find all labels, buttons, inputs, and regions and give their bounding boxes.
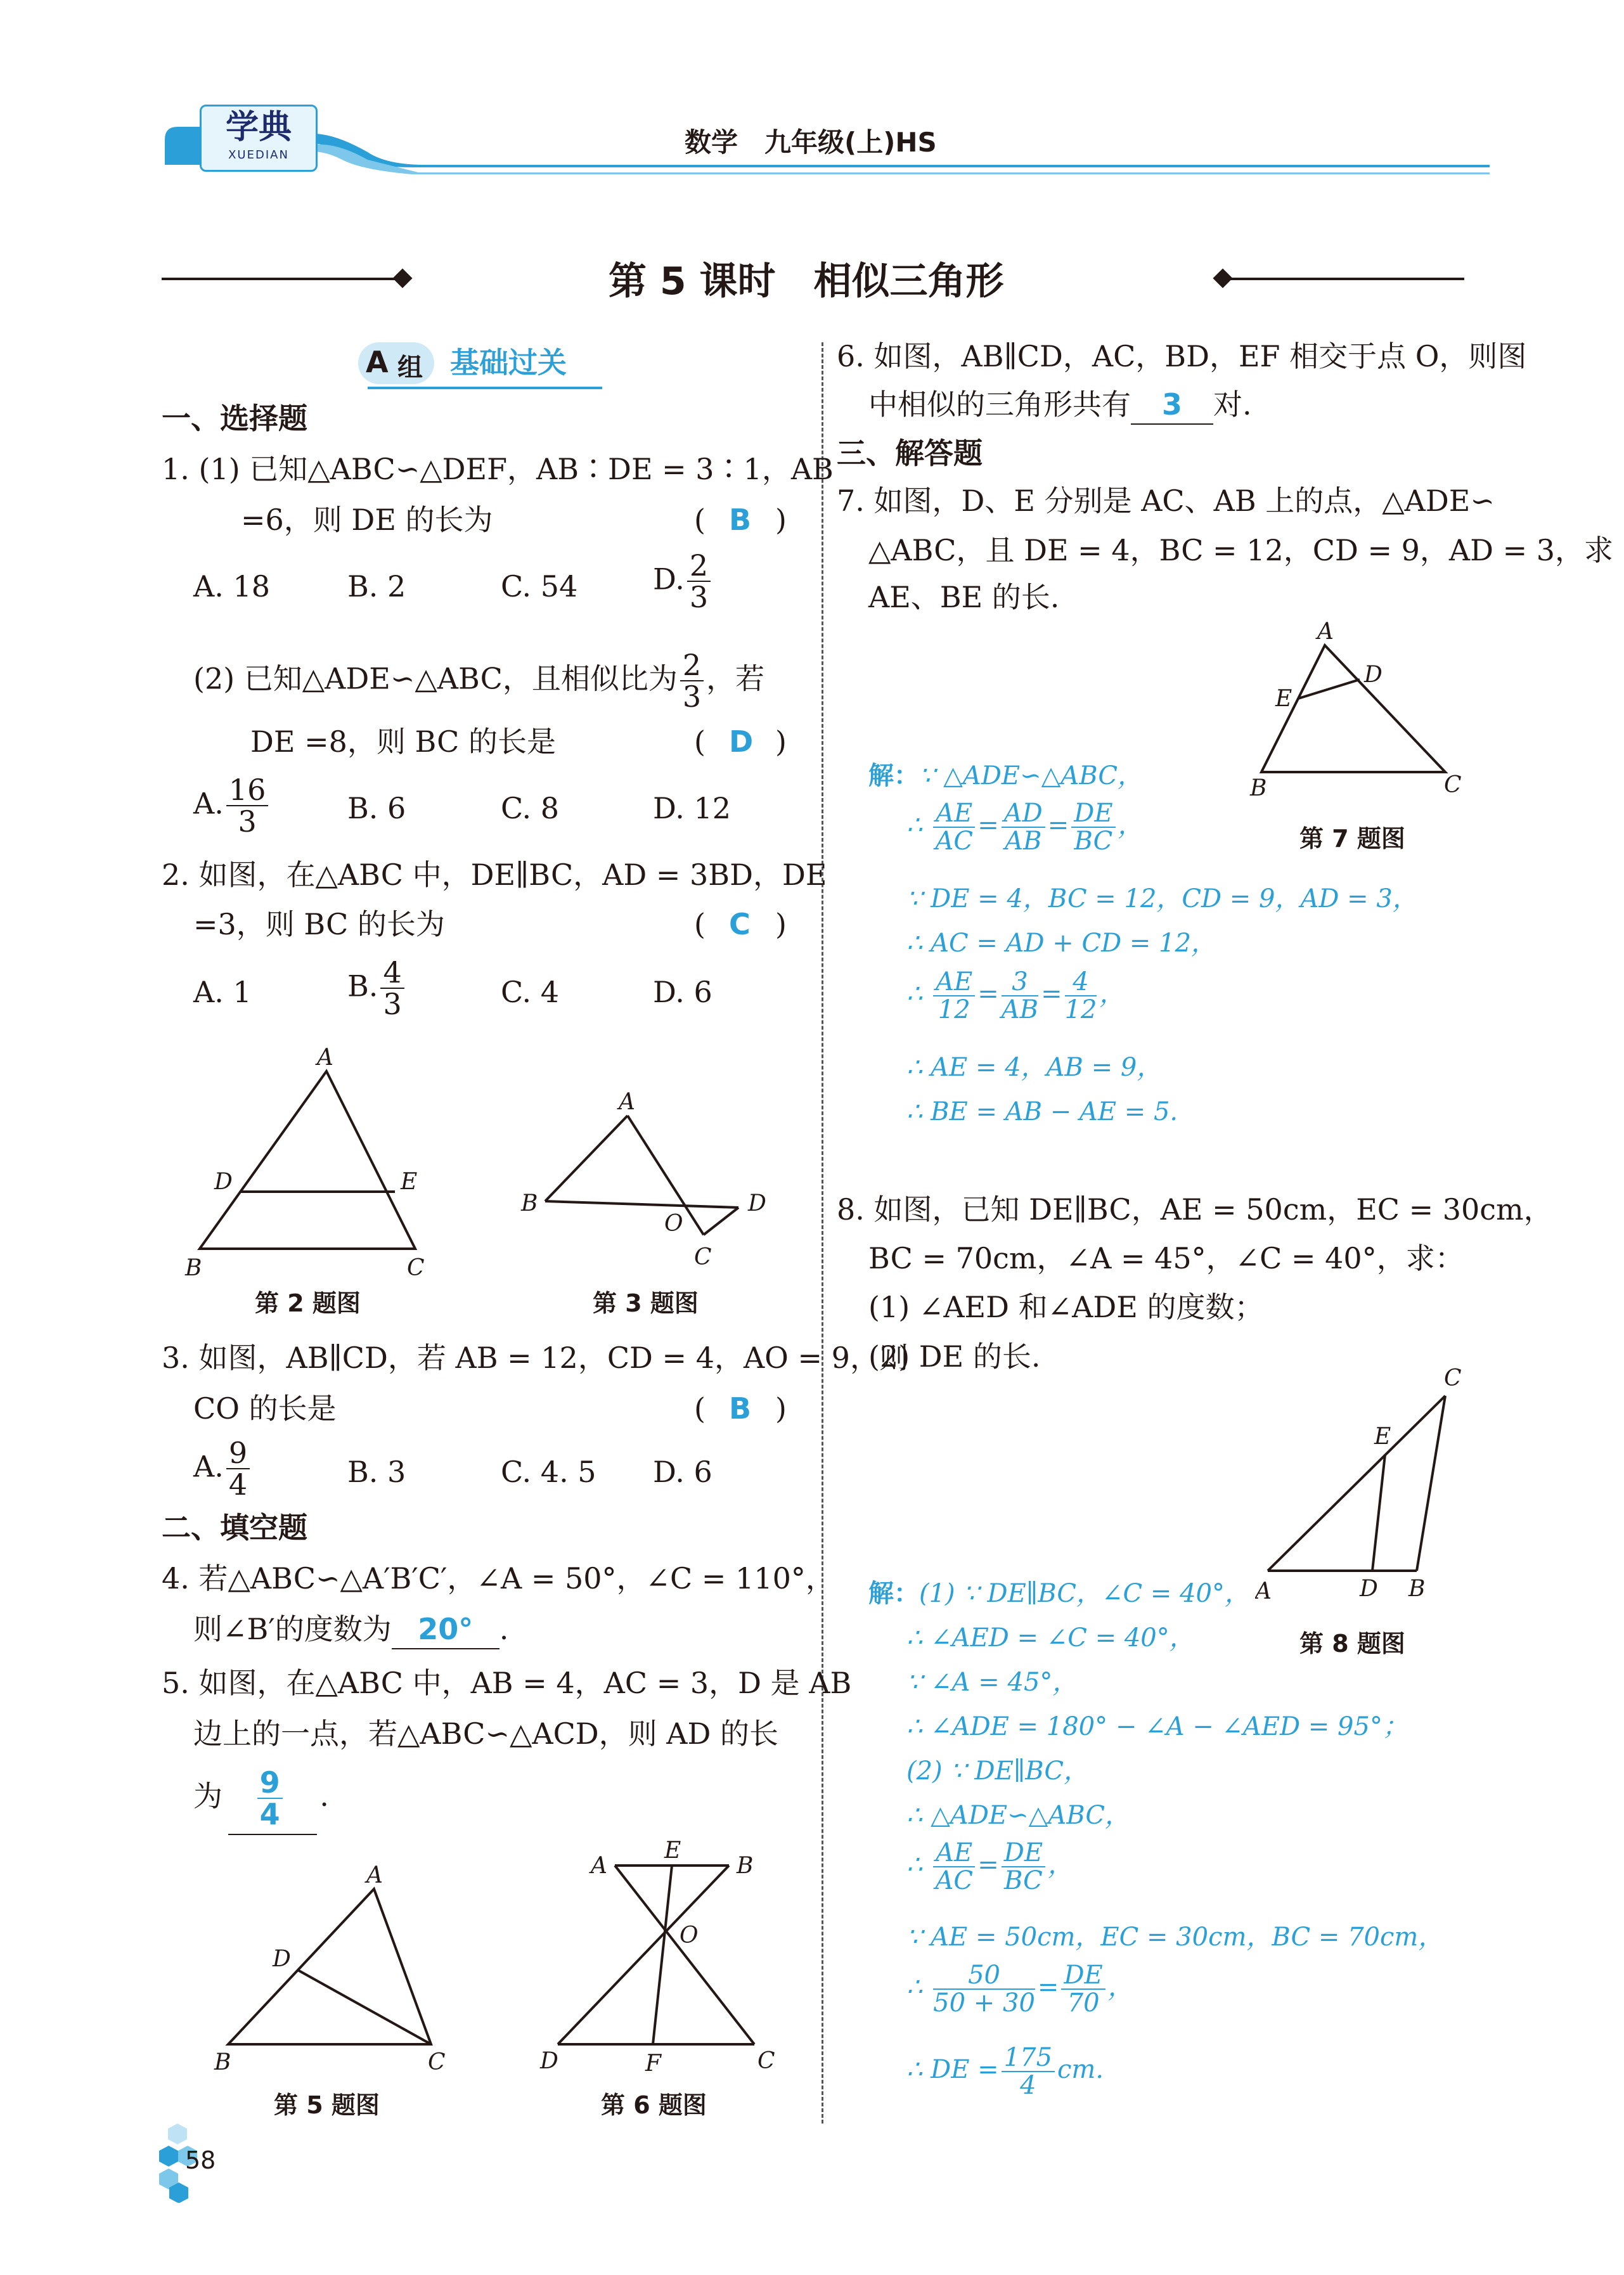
q6-line2-pre: 中相似的三角形共有: [868, 387, 1131, 422]
q1-part2-option-b: B. 6: [347, 791, 406, 825]
solution-text: ∴ DE =: [906, 2055, 999, 2084]
denominator: BC: [1074, 827, 1113, 856]
fraction: [1061, 1962, 1105, 2016]
fig3-segment-bd: [545, 1201, 738, 1208]
q2-bracket: ( ): [694, 907, 787, 941]
fraction: [1071, 800, 1115, 854]
fraction: [380, 957, 404, 1020]
q5-line3-pre: 为: [193, 1779, 222, 1814]
q1-part1-option-c: C. 54: [501, 569, 578, 603]
group-label: 基础过关: [450, 345, 567, 380]
fig5-label-a: A: [366, 1864, 383, 1888]
denominator: 3: [689, 580, 709, 615]
q8-solution-line3: ∵ ∠A = 45°，: [906, 1668, 1078, 1697]
q8-solution-line8: ∵ AE = 50cm，EC = 30cm，BC = 70cm，: [906, 1923, 1444, 1952]
option-label: A.: [193, 1449, 224, 1484]
fraction: [226, 775, 269, 837]
figure-5: [209, 1864, 463, 2079]
q6-line2-post: 对.: [1213, 387, 1252, 422]
fig3-segment-cd: [704, 1208, 738, 1235]
q1-part1-answer: B: [729, 503, 752, 537]
q2-answer: C: [729, 907, 751, 941]
fig8-label-c: C: [1444, 1365, 1462, 1391]
punctuation: ，: [1118, 811, 1144, 840]
fraction: [1002, 2044, 1055, 2099]
fraction: [933, 969, 975, 1023]
q2-line1: 2. 如图，在△ABC 中，DE∥BC，AD = 3BD，DE: [162, 858, 827, 892]
fig7-label-e: E: [1275, 686, 1292, 712]
q1-part1-bracket: ( ): [694, 503, 787, 537]
fig6-label-a: A: [591, 1853, 607, 1879]
logo-subtext: XUEDIAN: [228, 148, 289, 162]
q1-part2-post: ，若: [706, 661, 765, 696]
q2-option-c: C. 4: [501, 975, 560, 1009]
fig3-label-c: C: [694, 1244, 712, 1270]
fig7-label-d: D: [1364, 662, 1382, 688]
group-underline: [368, 387, 602, 389]
q7-solution-line2: ∴ $\frac{AE}{AC}$ = $\frac{AD}{AB}$ = $\frac{DE}{BC}$ ，: [906, 799, 1144, 856]
q8-solution-line7: ∴ $\frac{AE}{AC}$ = $\frac{DE}{BC}$ ，: [906, 1838, 1074, 1895]
numerator: 175: [1002, 2044, 1055, 2072]
therefore-symbol: ∴: [906, 1973, 923, 2002]
fig3-segment-ab: [545, 1116, 628, 1201]
q5-line3-post: .: [319, 1779, 329, 1814]
q1-part2-answer: D: [729, 725, 754, 759]
figure-7: [1242, 621, 1483, 811]
section-choice: 一、选择题: [162, 401, 307, 435]
q2-option-d: D. 6: [653, 975, 712, 1009]
header-subject: 数学 九年级(上)HS: [685, 127, 937, 158]
q8-solution-line4: ∴ ∠ADE = 180° − ∠A − ∠AED = 95°；: [906, 1712, 1408, 1741]
denominator: 12: [938, 995, 970, 1024]
q8-line4: (2) DE 的长.: [868, 1339, 1041, 1374]
fig5-segment-cd: [298, 1970, 431, 2044]
logo: [200, 105, 318, 172]
fig6-label-b: B: [737, 1853, 754, 1879]
fig3-label-b: B: [521, 1190, 538, 1216]
q1-part2-bracket: ( ): [694, 725, 787, 759]
denominator: 4: [259, 1797, 280, 1832]
numerator: 2: [680, 650, 704, 681]
group-badge-letter: A: [366, 345, 389, 379]
q6-line2: [868, 385, 1252, 425]
fig8-segment-cb: [1417, 1396, 1445, 1571]
fig2-label-d: D: [214, 1169, 233, 1195]
fig7-label-b: B: [1250, 775, 1267, 801]
q8-solution-line1: [868, 1577, 1250, 1610]
numerator: 2: [687, 550, 711, 582]
solution-label: 解：: [868, 1579, 919, 1608]
q5-line3: [193, 1767, 329, 1830]
section-fill: 二、填空题: [162, 1511, 307, 1545]
fig3-label-o: O: [664, 1211, 683, 1237]
q8-line1: 8. 如图，已知 DE∥BC，AE = 50cm，EC = 30cm，: [837, 1192, 1553, 1227]
q7-solution-line3: ∵ DE = 4，BC = 12，CD = 9，AD = 3，: [906, 884, 1418, 913]
figure-7-caption: 第 7 题图: [1299, 825, 1405, 853]
fraction: [680, 650, 704, 712]
q2-option-b: [347, 957, 407, 1020]
fraction: [687, 550, 711, 613]
fig5-label-d: D: [273, 1946, 291, 1972]
q1-part1-line1: 1. (1) 已知△ABC∽△DEF，AB∶DE = 3∶1，AB: [162, 452, 834, 486]
fig6-segment-ac: [615, 1866, 754, 2044]
numerator: AE: [933, 1840, 975, 1867]
q8-solution-line6: ∴ △ADE∽△ABC，: [906, 1801, 1130, 1830]
fig8-segment-ac: [1268, 1396, 1445, 1571]
fig8-label-a: A: [1255, 1578, 1272, 1604]
fig8-label-d: D: [1360, 1576, 1378, 1602]
q4-answer-blank: 20°: [392, 1610, 499, 1649]
fig2-label-e: E: [401, 1169, 418, 1195]
q3-bracket: ( ): [694, 1391, 787, 1426]
numerator: 4: [380, 957, 404, 989]
fig7-label-a: A: [1317, 621, 1334, 645]
fig5-label-c: C: [428, 2049, 446, 2075]
q8-solution-line9: ∴ $\frac{50}{50 + 30}$ = $\frac{DE}{70}$ ，: [906, 1961, 1133, 2018]
q3-option-a: [193, 1438, 252, 1500]
title-rule-right: [1223, 278, 1464, 280]
fraction: [226, 1438, 250, 1500]
solution-text: (1) ∵ DE∥BC，∠C = 40°，: [919, 1579, 1250, 1608]
punctuation: ，: [1107, 1973, 1133, 2002]
denominator: BC: [1004, 1866, 1043, 1895]
column-divider: [822, 342, 823, 2124]
q4-line2-pre: 则∠B′的度数为: [193, 1612, 392, 1646]
q7-solution-line5: ∴ $\frac{AE}{12}$ = $\frac{3}{AB}$ = $\frac{4}{12}$ ，: [906, 967, 1125, 1024]
fig8-segment-ed: [1372, 1455, 1385, 1571]
denominator: 4: [228, 1467, 248, 1502]
denominator: 12: [1064, 995, 1097, 1024]
q3-answer: B: [729, 1391, 752, 1426]
page-number: 58: [185, 2146, 216, 2174]
numerator: 50: [933, 1962, 1035, 1990]
q4-line2: [193, 1610, 508, 1649]
q3-line2: CO 的长是: [193, 1391, 337, 1426]
q1-part1-option-b: B. 2: [347, 569, 406, 603]
fig6-label-d: D: [540, 2048, 558, 2074]
q8-line2: BC = 70cm，∠A = 45°，∠C = 40°，求：: [868, 1241, 1464, 1275]
figure-6: [532, 1835, 811, 2079]
numerator: 3: [1002, 969, 1038, 996]
q1-part1-option-d-label: D.: [653, 562, 685, 596]
denominator: 50 + 30: [933, 1988, 1035, 2018]
q4-line2-post: .: [499, 1612, 509, 1646]
q2-line2: =3，则 BC 的长为: [193, 907, 445, 941]
figure-6-caption: 第 6 题图: [601, 2091, 707, 2119]
figure-8: [1255, 1363, 1483, 1604]
q3-option-b: B. 3: [347, 1455, 406, 1489]
fraction: [933, 1962, 1035, 2016]
fig6-label-f: F: [645, 2051, 661, 2077]
group-badge: [358, 342, 434, 384]
solution-label: 解：: [868, 761, 919, 790]
denominator: AC: [935, 827, 973, 856]
q1-part2-option-d: D. 12: [653, 791, 731, 825]
fig6-segment-ef: [653, 1866, 672, 2044]
q3-option-c: C. 4. 5: [501, 1455, 596, 1489]
group-badge-suffix: 组: [397, 353, 423, 382]
solution-text: ∵ △ADE∽△ABC，: [919, 761, 1143, 790]
denominator: 3: [238, 804, 257, 839]
figure-2: [177, 1040, 482, 1280]
q7-line1: 7. 如图，D、E 分别是 AC、AB 上的点，△ADE∽: [837, 484, 1495, 518]
fraction: [1002, 969, 1038, 1023]
therefore-symbol: ∴: [906, 1850, 923, 1879]
numerator: DE: [1061, 1962, 1105, 1990]
numerator: 4: [1065, 969, 1097, 996]
punctuation: ，: [1048, 1850, 1074, 1879]
numerator: 9: [226, 1438, 250, 1469]
therefore-symbol: ∴: [906, 979, 923, 1009]
fraction: [1065, 969, 1097, 1023]
figure-3-caption: 第 3 题图: [593, 1289, 699, 1317]
denominator: 70: [1067, 1988, 1100, 2018]
fig6-segment-bd: [558, 1866, 729, 2044]
fig2-label-b: B: [185, 1255, 202, 1280]
fig3-label-a: A: [619, 1090, 635, 1115]
fig5-label-b: B: [214, 2049, 231, 2075]
q8-solution-line5: (2) ∵ DE∥BC，: [906, 1756, 1090, 1786]
fraction: [933, 800, 975, 854]
denominator: 4: [1020, 2071, 1036, 2100]
q5-line2: 边上的一点，若△ABC∽△ACD，则 AD 的长: [193, 1717, 779, 1751]
title-rule-left: [162, 278, 403, 280]
option-label: B.: [347, 969, 378, 1003]
figure-5-caption: 第 5 题图: [274, 2091, 380, 2119]
fig7-label-c: C: [1444, 772, 1462, 798]
fraction: [933, 1840, 975, 1894]
numerator: DE: [1002, 1840, 1045, 1867]
lesson-title: 第 5 课时 相似三角形: [609, 259, 1004, 304]
fig2-triangle-abc: [200, 1071, 418, 1249]
q6-line1: 6. 如图，AB∥CD，AC，BD，EF 相交于点 O，则图: [837, 339, 1527, 373]
q1-part2-pre: (2) 已知△ADE∽△ABC，且相似比为: [193, 661, 678, 696]
q1-part2-line1: [193, 650, 764, 712]
fig6-label-o: O: [680, 1923, 699, 1949]
q8-solution-line2: ∴ ∠AED = ∠C = 40°，: [906, 1623, 1195, 1653]
logo-text: 学典: [225, 108, 292, 146]
q4-line1: 4. 若△ABC∽△A′B′C′，∠A = 50°，∠C = 110°，: [162, 1561, 835, 1595]
q5-line1: 5. 如图，在△ABC 中，AB = 4，AC = 3，D 是 AB: [162, 1666, 852, 1700]
therefore-symbol: ∴: [906, 811, 923, 840]
fig6-label-c: C: [757, 2048, 775, 2074]
q5-answer-fraction: [257, 1767, 283, 1830]
q8-solution-line10: [906, 2044, 1104, 2099]
q7-line2: △ABC，且 DE = 4，BC = 12，CD = 9，AD = 3，求: [868, 533, 1614, 567]
numerator: 16: [226, 775, 269, 806]
q7-solution-line1: [868, 759, 1143, 792]
numerator: DE: [1071, 800, 1115, 828]
numerator: AE: [933, 969, 975, 996]
q7-solution-line4: ∴ AC = AD + CD = 12，: [906, 929, 1217, 958]
denominator: 3: [682, 680, 702, 714]
q7-solution-line6: ∴ AE = 4，AB = 9，: [906, 1053, 1163, 1082]
title-diamond-left: [392, 268, 412, 288]
q1-part2-line2: DE =8，则 BC 的长是: [250, 725, 556, 759]
punctuation: ，: [1099, 979, 1125, 1009]
q1-part1-line2: =6，则 DE 的长为: [241, 503, 493, 537]
figure-8-caption: 第 8 题图: [1299, 1630, 1405, 1658]
fig2-label-a: A: [317, 1045, 333, 1071]
q3-option-d: D. 6: [653, 1455, 712, 1489]
figure-2-caption: 第 2 题图: [255, 1289, 361, 1317]
q3-line1: 3. 如图，AB∥CD，若 AB = 12，CD = 4，AO = 9，则: [162, 1341, 908, 1375]
denominator: AB: [1005, 827, 1042, 856]
q1-part2-option-c: C. 8: [501, 791, 560, 825]
denominator: AB: [1001, 995, 1039, 1024]
q1-part2-option-a: [193, 775, 271, 837]
q2-option-a: A. 1: [193, 975, 252, 1009]
fig8-label-b: B: [1408, 1576, 1426, 1602]
q8-line3: (1) ∠AED 和∠ADE 的度数；: [868, 1290, 1264, 1324]
numerator: 9: [257, 1767, 283, 1799]
fig3-label-d: D: [748, 1190, 766, 1216]
q6-answer-blank: 3: [1131, 385, 1213, 425]
option-label: A.: [193, 786, 224, 821]
q1-part1-option-a: A. 18: [193, 569, 270, 603]
numerator: AD: [1002, 800, 1045, 828]
fraction: [1002, 800, 1045, 854]
fig2-label-c: C: [407, 1255, 425, 1280]
denominator: 3: [383, 987, 402, 1022]
section-solve: 三、解答题: [837, 436, 983, 470]
denominator: AC: [935, 1866, 973, 1895]
numerator: AE: [933, 800, 975, 828]
q5-answer-underline: [228, 1834, 317, 1835]
q1-part1-option-d: [653, 550, 713, 613]
fraction: [1002, 1840, 1045, 1894]
figure-3: [513, 1090, 792, 1274]
solution-text: cm.: [1057, 2055, 1104, 2084]
q7-solution-line7: ∴ BE = AB − AE = 5.: [906, 1097, 1178, 1126]
fig6-label-e: E: [664, 1838, 681, 1864]
fig5-triangle-abc: [228, 1889, 431, 2044]
q7-line3: AE、BE 的长.: [868, 580, 1060, 614]
fig8-label-e: E: [1374, 1424, 1391, 1450]
